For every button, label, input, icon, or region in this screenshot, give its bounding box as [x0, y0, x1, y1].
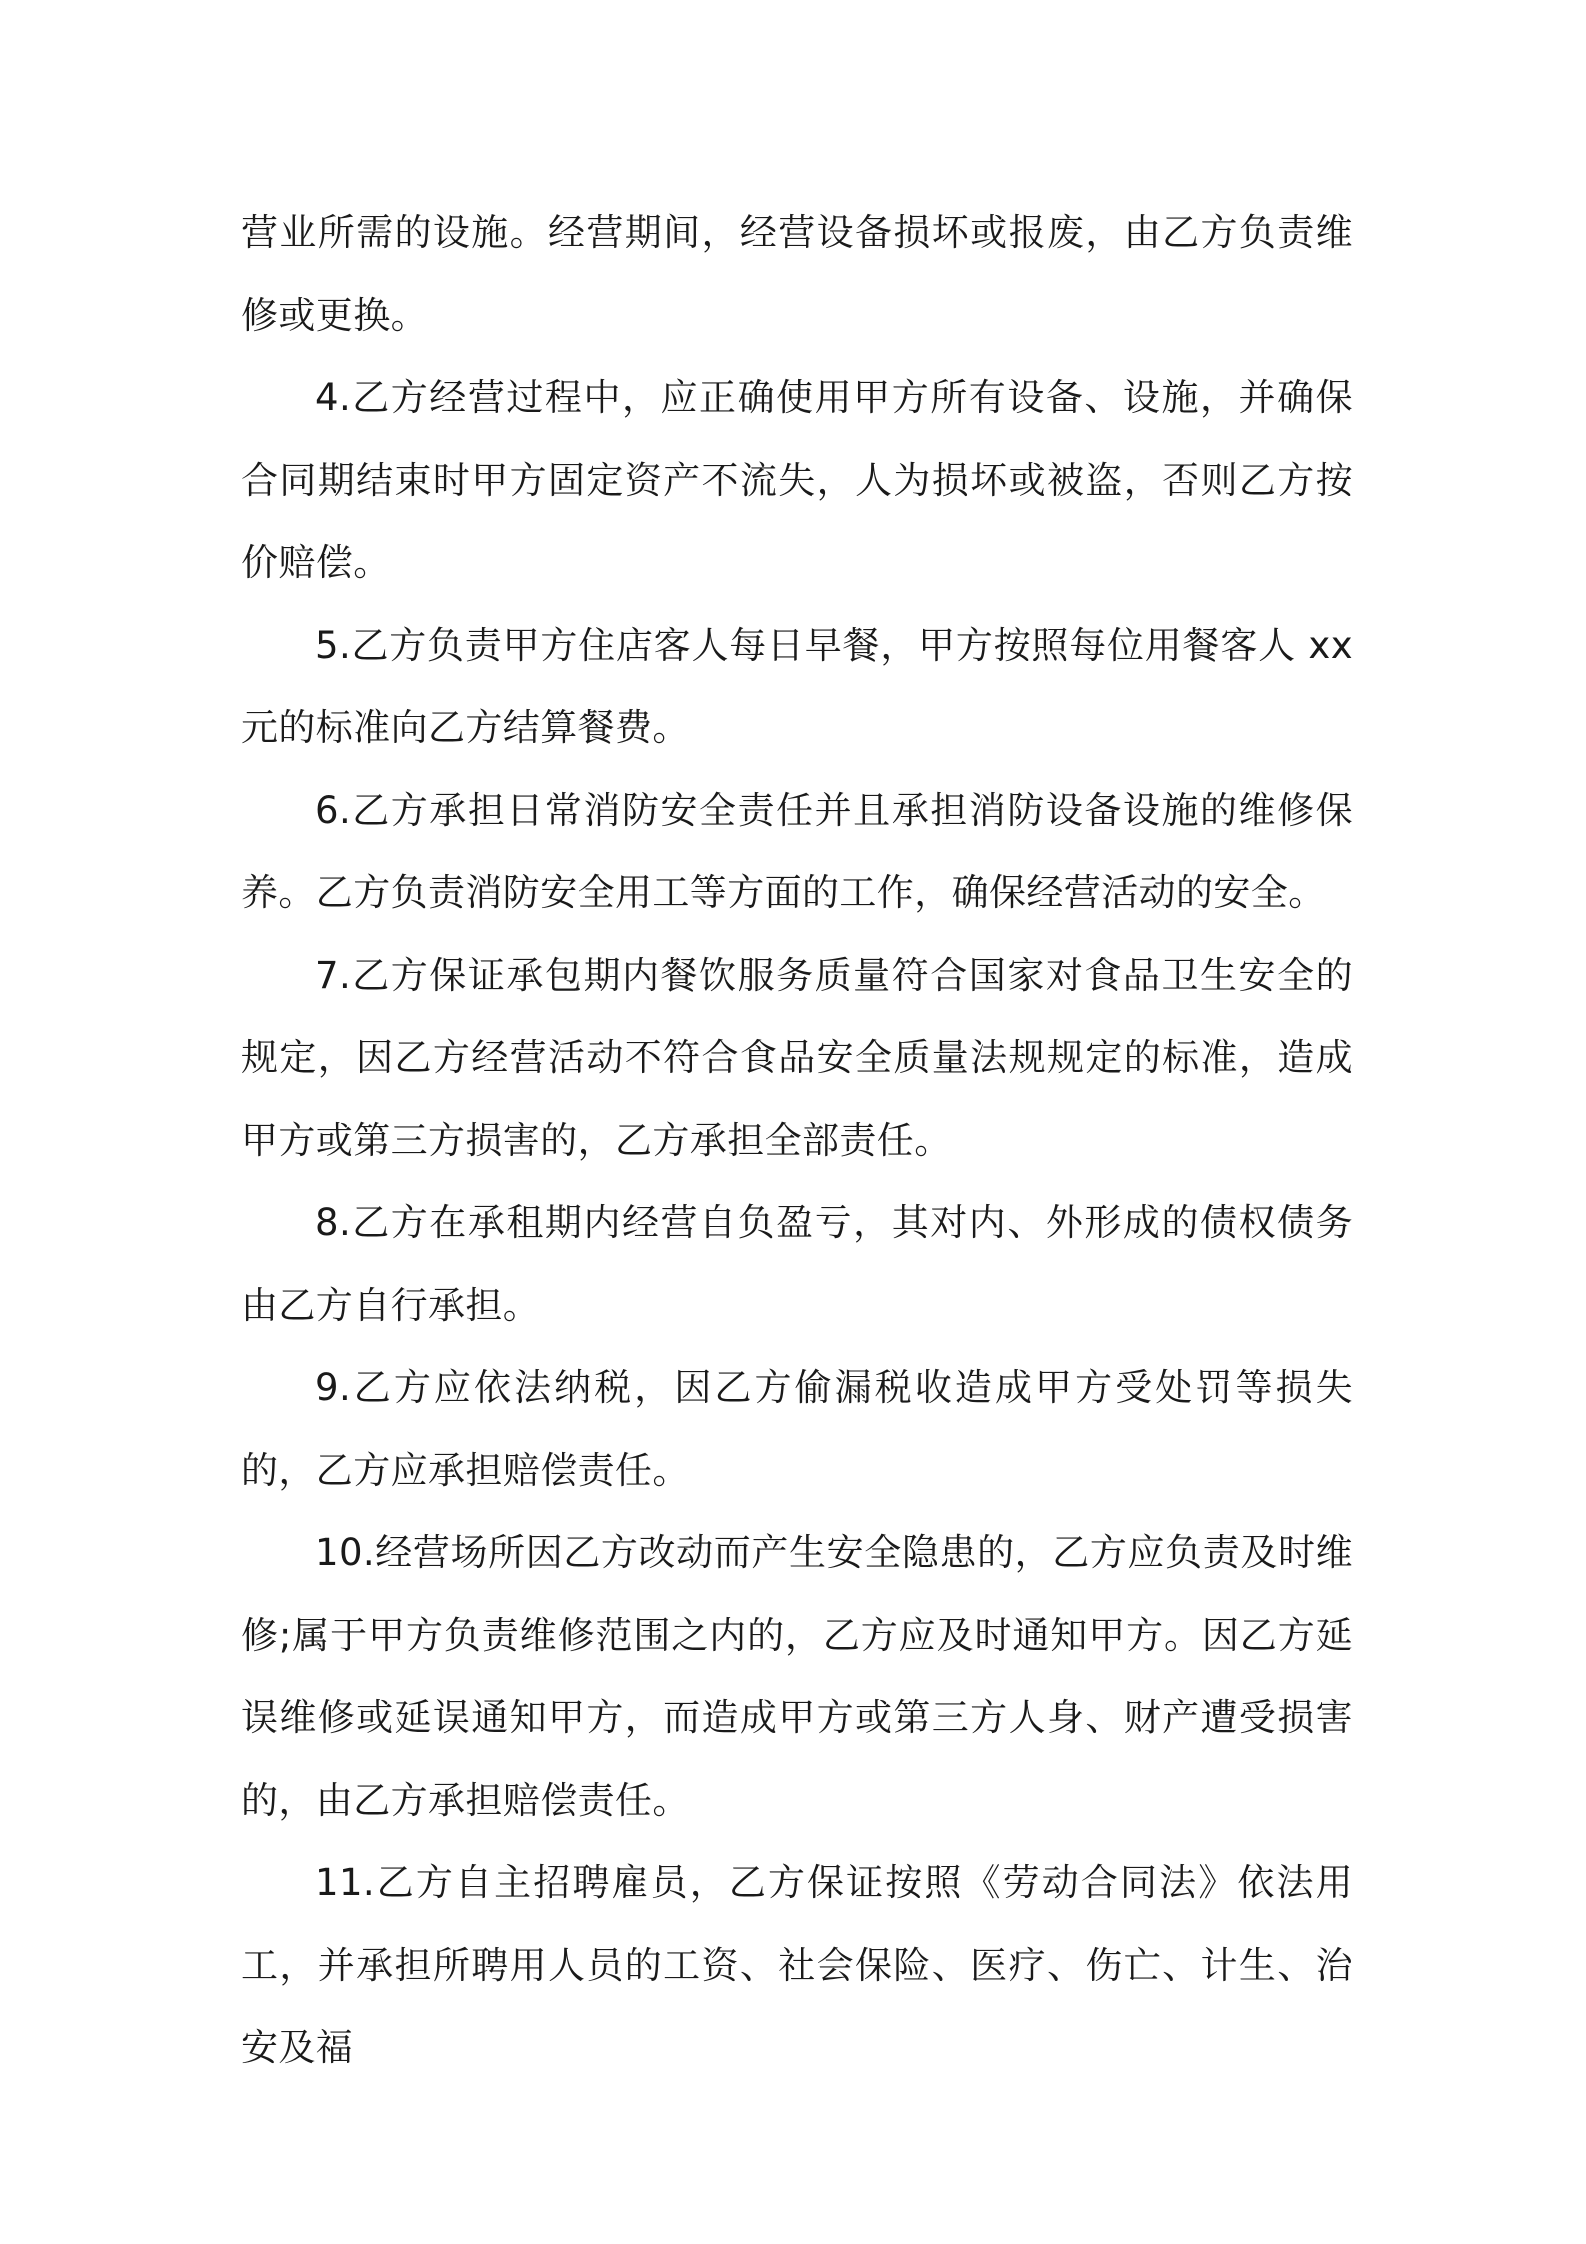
- paragraph-clause-10: 10.经营场所因乙方改动而产生安全隐患的，乙方应负责及时维修;属于甲方负责维修范围之内的，乙方应及时通知甲方。因乙方延误维修或延误通知甲方，而造成甲方或第三方人身、财产遭受损害的，由乙方承担赔偿责任。: [241, 1531, 1353, 1822]
- paragraph-clause-4: 4.乙方经营过程中，应正确使用甲方所有设备、设施，并确保合同期结束时甲方固定资产不流失，人为损坏或被盗，否则乙方按价赔偿。: [241, 376, 1353, 584]
- paragraph-continuation: 营业所需的设施。经营期间，经营设备损坏或报废，由乙方负责维修或更换。: [241, 211, 1353, 337]
- paragraph-clause-11: 11.乙方自主招聘雇员，乙方保证按照《劳动合同法》依法用工，并承担所聘用人员的工资、社会保险、医疗、伤亡、计生、治安及福: [241, 1861, 1353, 2069]
- paragraph-clause-6: 6.乙方承担日常消防安全责任并且承担消防设备设施的维修保养。乙方负责消防安全用工等方面的工作，确保经营活动的安全。: [241, 788, 1353, 914]
- document-body: [241, 192, 1353, 2090]
- paragraph-clause-5: 5.乙方负责甲方住店客人每日早餐，甲方按照每位用餐客人 xx 元的标准向乙方结算餐费。: [241, 623, 1353, 749]
- paragraph-clause-9: 9.乙方应依法纳税，因乙方偷漏税收造成甲方受处罚等损失的，乙方应承担赔偿责任。: [241, 1366, 1353, 1492]
- paragraph-clause-7: 7.乙方保证承包期内餐饮服务质量符合国家对食品卫生安全的规定，因乙方经营活动不符合食品安全质量法规规定的标准，造成甲方或第三方损害的，乙方承担全部责任。: [241, 953, 1353, 1162]
- paragraph-clause-8: 8.乙方在承租期内经营自负盈亏，其对内、外形成的债权债务由乙方自行承担。: [241, 1201, 1353, 1327]
